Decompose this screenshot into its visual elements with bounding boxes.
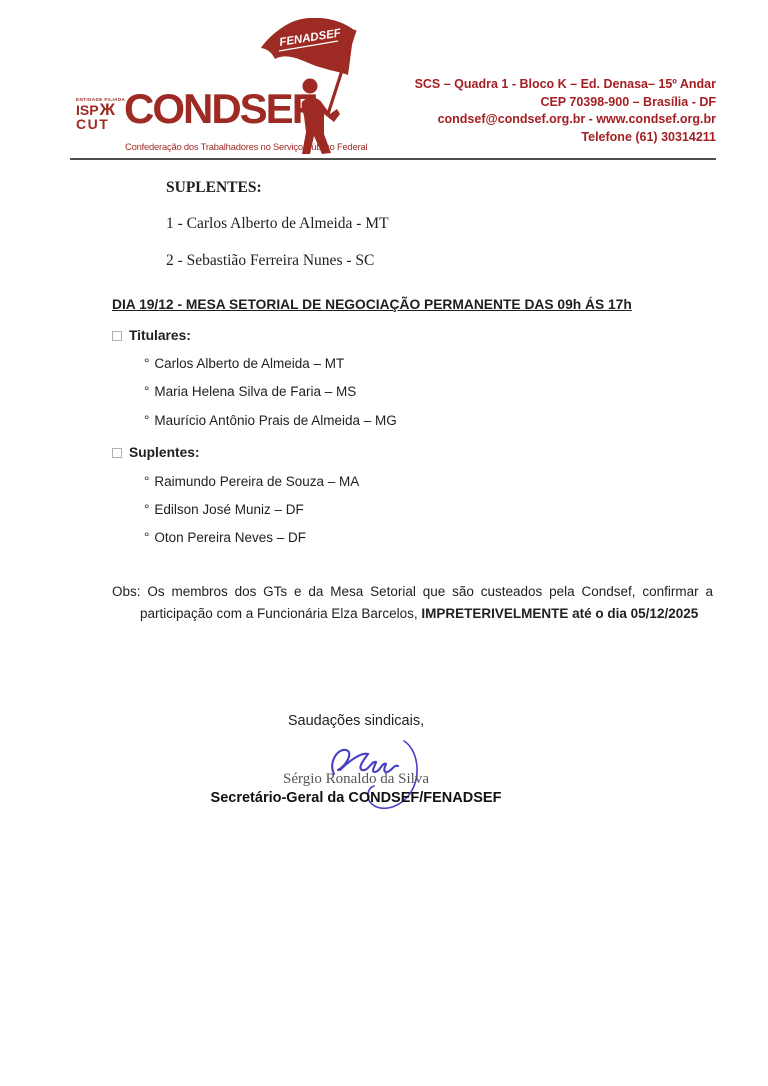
degree-bullet-icon: °	[144, 502, 150, 517]
titular-name: Carlos Alberto de Almeida – MT	[154, 356, 345, 371]
contact-block	[415, 76, 716, 146]
contact-address: SCS – Quadra 1 - Bloco K – Ed. Denasa– 15º Andar	[414, 77, 716, 91]
isp-figure-icon: Ж	[99, 99, 115, 119]
degree-bullet-icon: °	[144, 530, 150, 545]
suplentes-section-title: SUPLENTES:	[166, 179, 262, 196]
signer-name: Sérgio Ronaldo da Silva	[283, 771, 429, 787]
contact-phone: Telefone (61) 30314211	[581, 129, 716, 144]
salutation: Saudações sindicais,	[287, 713, 425, 729]
observation-text: Obs: Os membros dos GTs e da Mesa Setorial que são custeados pela Condsef, confirmar a participação com a Funcionária Elza Barcelos,	[112, 584, 713, 621]
condsef-logo	[76, 14, 376, 162]
suplente-mesa-item	[144, 502, 304, 517]
titular-item	[144, 413, 397, 428]
flag-text: FENADSEF	[278, 27, 342, 49]
header-divider	[70, 158, 716, 160]
mesa-setorial-heading: DIA 19/12 - MESA SETORIAL DE NEGOCIAÇÃO PERMANENTE DAS 09h ÁS 17h	[112, 297, 632, 312]
observation-deadline: IMPRETERIVELMENTE até o dia 05/12/2025	[421, 605, 699, 621]
titular-item	[144, 356, 344, 371]
affiliation-note: ENTIDADE FILIADA	[76, 97, 126, 102]
titulares-label	[112, 328, 191, 343]
checkbox-icon	[112, 331, 122, 341]
titular-name: Maurício Antônio Prais de Almeida – MG	[154, 413, 397, 428]
degree-bullet-icon: °	[144, 413, 150, 428]
logo-tagline: Confederação dos Trabalhadores no Serviço Público Federal	[125, 141, 368, 152]
degree-bullet-icon: °	[144, 356, 150, 371]
isp-label: ISP	[76, 101, 99, 118]
condsef-wordmark: CONDSEF	[124, 85, 316, 132]
suplentes-label-text: Suplentes:	[129, 445, 200, 460]
suplente-item: 1 - Carlos Alberto de Almeida - MT	[166, 215, 389, 232]
suplente-item: 2 - Sebastião Ferreira Nunes - SC	[166, 252, 375, 269]
contact-cep: CEP 70398-900 – Brasília - DF	[540, 94, 716, 109]
checkbox-icon	[112, 448, 122, 458]
signer-title: Secretário-Geral da CONDSEF/FENADSEF	[210, 790, 502, 806]
suplente-name: Raimundo Pereira de Souza – MA	[154, 474, 360, 489]
titular-item	[144, 384, 356, 399]
degree-bullet-icon: °	[144, 474, 150, 489]
titular-name: Maria Helena Silva de Faria – MS	[154, 384, 357, 399]
suplente-name: Oton Pereira Neves – DF	[154, 530, 306, 545]
suplente-name: Edilson José Muniz – DF	[154, 502, 304, 517]
suplentes-label	[112, 445, 200, 460]
suplente-mesa-item	[144, 530, 306, 545]
titulares-label-text: Titulares:	[129, 328, 191, 343]
isp-cut-block	[76, 98, 126, 131]
cut-label: CUT	[76, 115, 110, 132]
observation-paragraph	[112, 581, 713, 624]
contact-email-site: condsef@condsef.org.br - www.condsef.org.br	[437, 112, 716, 126]
suplente-mesa-item	[144, 474, 359, 489]
degree-bullet-icon: °	[144, 384, 150, 399]
